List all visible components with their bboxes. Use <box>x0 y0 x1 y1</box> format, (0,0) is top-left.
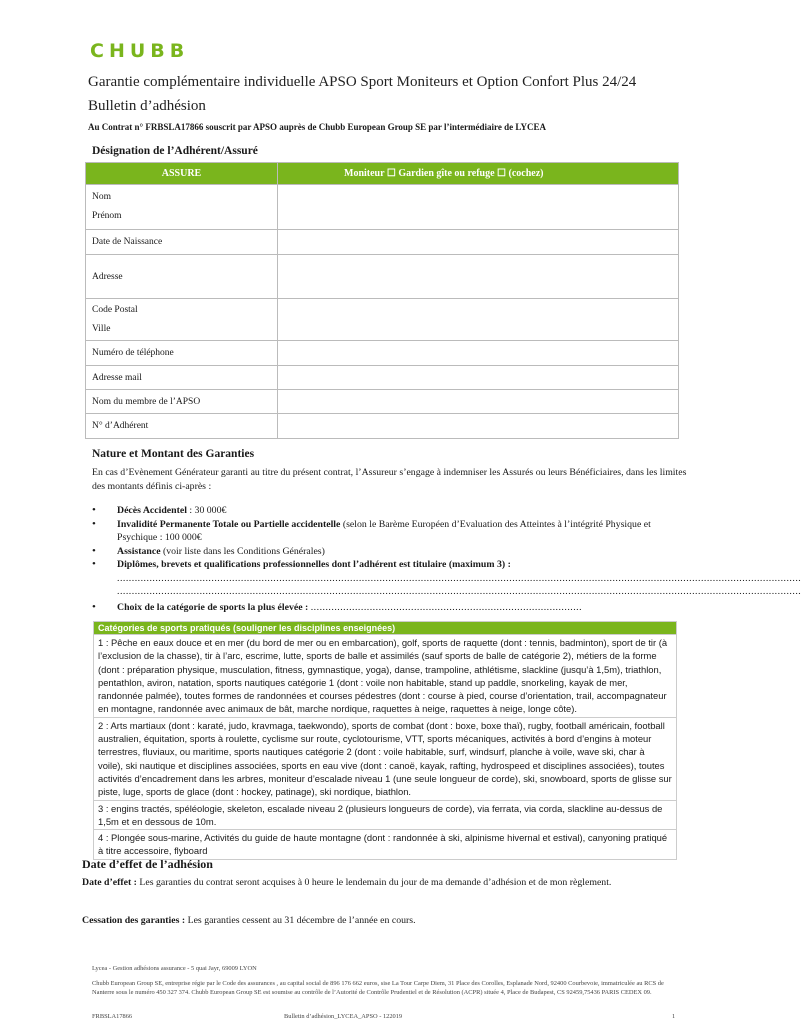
category-2: 2 : Arts martiaux (dont : karaté, judo, kravmaga, taekwondo), sports de combat (dont : boxe, boxe thaï), rugby, football américain, football australien, équitation, sports à roulette, cyclisme sur route, cyclotourisme, VTT, sports mécaniques, activités à bord d’engins à moteur terrestres, fluviaux, ou maritime, sports nautiques catégorie 2 (dont : voile habitable, surf, windsurf, planche à voile, wave ski, char à voile), ski nautique et disciplines associées, sports en eau vive (dont : canoë, kayak, rafting, hydrospeed et disciplines associées), toutes activités d’encadrement dans les arbres, moniteur d’escalade niveau 1 (une seule longueur de corde), ski, snowboard, sports de glisse sur piste, luge, sports de glace (dont : hockey, patinage), ski nordique, biathlon. <box>94 717 676 800</box>
email-field[interactable] <box>278 366 679 390</box>
list-item <box>92 601 692 615</box>
chubb-logo: CHUBB <box>90 40 190 62</box>
cessation-paragraph <box>82 914 682 928</box>
document-title: Garantie complémentaire individuelle APSO Sport Moniteurs et Option Confort Plus 24/24 <box>88 74 637 90</box>
city-label: Ville <box>92 323 111 334</box>
effet-label: Date d’effet : <box>82 877 140 888</box>
item-bold: Décès Accidentel <box>117 505 187 516</box>
table-row <box>86 230 679 255</box>
category-3: 3 : engins tractés, spéléologie, skeleton, escalade niveau 2 (plusieurs longueurs de corde), via ferrata, via corda, slackline au-dessus de 1,5m et en dessous de 10m. <box>94 800 676 830</box>
table-row <box>86 341 679 366</box>
name-labels <box>86 185 278 230</box>
apso-member-label: Nom du membre de l’APSO <box>86 390 278 414</box>
birthdate-label: Date de Naissance <box>86 230 278 255</box>
address-field[interactable] <box>278 255 679 299</box>
footer-doc: Bulletin d’adhésion_LYCEA_APSO - 122019 <box>284 1013 403 1020</box>
diplomas-field-2[interactable]: ........................................................................................................................................................................................................................................ <box>117 586 801 597</box>
postal-code-label: Code Postal <box>92 304 138 315</box>
cessation-text: Les garanties cessent au 31 décembre de l’année en cours. <box>187 915 416 926</box>
category-choice-field[interactable]: ............................................................................................ <box>310 601 583 613</box>
phone-field[interactable] <box>278 341 679 366</box>
address-label: Adresse <box>86 255 278 299</box>
document-subtitle: Bulletin d’adhésion <box>88 98 206 114</box>
adherent-table-header <box>86 163 679 185</box>
table-row <box>86 299 679 341</box>
adherent-number-field[interactable] <box>278 414 679 439</box>
footer-address: Lycea - Gestion adhésions assurance - 5 quai Jayr, 69009 LYON <box>92 965 257 972</box>
item-text: (selon le Barème Européen d’Evaluation des Atteintes à l’intégrité Physique et Psychique : 100 000€ <box>117 518 651 543</box>
table-row <box>86 185 679 230</box>
effet-paragraph <box>82 876 682 890</box>
diplomas-field[interactable]: ........................................................................................................................................................................................................................................ <box>117 572 801 584</box>
table-row <box>86 255 679 299</box>
item-text: (voir liste dans les Conditions Générales) <box>160 545 325 557</box>
table-row <box>86 366 679 390</box>
assure-header: ASSURE <box>86 163 278 185</box>
nom-label: Nom <box>92 192 111 202</box>
list-item <box>92 518 692 545</box>
item-bold: Invalidité Permanente Totale ou Partielle accidentelle <box>117 518 341 530</box>
birthdate-field[interactable] <box>278 230 679 255</box>
adherent-number-label: N° d’Adhérent <box>86 414 278 439</box>
category-1: 1 : Pêche en eaux douce et en mer (du bord de mer ou en embarcation), golf, sports de raquette (dont : tennis, badminton), sport de tir (à l’exclusion de la chasse), tir à l’arc, escrime, lutte, sports de balle et assimilés (sauf sports de balle de catégorie 2), métiers de la forme (dont : préparation physique, musculation, fitness, gymnastique, yoga), danse, trampoline, athlétisme, slackline (jusqu’à 1,5m), triathlon, pentathlon, aviron, natation, sports nautiques catégorie 1 (dont : voile non habitable, stand up paddle, snorkeling, kayak de mer, randonnée palmée), toutes formes de randonnées et courses pédestres (dont : course à pied, course d’orientation, trail, accompagnateur en montagne, randonnée avec animaux de bât, marche nordique, raquettes à neige, raquettes à neige, longe côte). <box>94 634 676 717</box>
sports-categories-box <box>93 621 677 860</box>
list-item <box>92 545 692 559</box>
email-label: Adresse mail <box>86 366 278 390</box>
contract-reference: Au Contrat n° FRBSLA17866 souscrit par APSO auprès de Chubb European Group SE par l’intermédiaire de LYCEA <box>88 122 547 132</box>
postal-city-field[interactable] <box>278 299 679 341</box>
category-4: 4 : Plongée sous-marine, Activités du guide de haute montagne (dont : randonnée à ski, alpinisme hivernal et estival), canyoning pratiqué à titre accessoire, flyboard <box>94 829 676 859</box>
item-bold: Diplômes, brevets et qualifications professionnelles dont l’adhérent est titulaire (maximum 3) : <box>117 559 511 570</box>
footer-legal: Chubb European Group SE, entreprise régie par le Code des assurances , au capital social de 896 176 662 euros, sise La Tour Carpe Diem, 31 Place des Corolles, Esplanade Nord, 92400 Courbevoie, immatriculée au RCS de Nanterre sous le numéro 450 327 374. Chubb European Group SE est soumise au contrôle de l’Autorité de Contrôle Prudentiel et de Résolution (ACPR) située 4, Place de Budapest, CS 92459,75436 PARIS CEDEX 09. <box>92 980 664 996</box>
categories-heading: Catégories de sports pratiqués (souligner les disciplines enseignées) <box>94 622 676 634</box>
effet-heading: Date d’effet de l’adhésion <box>82 857 213 871</box>
effet-text: Les garanties du contrat seront acquises à 0 heure le lendemain du jour de ma demande d’adhésion et de mon règlement. <box>139 877 612 888</box>
table-row <box>86 414 679 439</box>
page-number: 1 <box>672 1013 676 1020</box>
cessation-label: Cessation des garanties : <box>82 915 188 926</box>
designation-heading: Désignation de l’Adhérent/Assuré <box>92 145 258 157</box>
role-checkboxes[interactable]: Moniteur ☐ Gardien gîte ou refuge ☐ (cochez) <box>278 163 679 185</box>
adherent-table <box>85 162 679 439</box>
footer-ref: FRBSLA17866 <box>92 1013 133 1020</box>
list-item <box>92 558 801 599</box>
nature-intro: En cas d’Evènement Générateur garanti au titre du présent contrat, l’Assureur s’engage à indemniser les Assurés ou leurs Bénéficiaires, dans les limites des montants définis ci-après : <box>92 467 687 492</box>
item-bold: Assistance <box>117 545 161 557</box>
table-row <box>86 390 679 414</box>
city-labels <box>86 299 278 341</box>
phone-label: Numéro de téléphone <box>86 341 278 366</box>
item-bold: Choix de la catégorie de sports la plus élevée : <box>117 601 311 613</box>
apso-member-field[interactable] <box>278 390 679 414</box>
list-item <box>92 504 692 518</box>
guarantees-list <box>92 504 801 614</box>
prenom-label: Prénom <box>92 211 122 221</box>
item-text: : 30 000€ <box>186 505 227 516</box>
nature-heading: Nature et Montant des Garanties <box>92 448 255 460</box>
name-field[interactable] <box>278 185 679 230</box>
